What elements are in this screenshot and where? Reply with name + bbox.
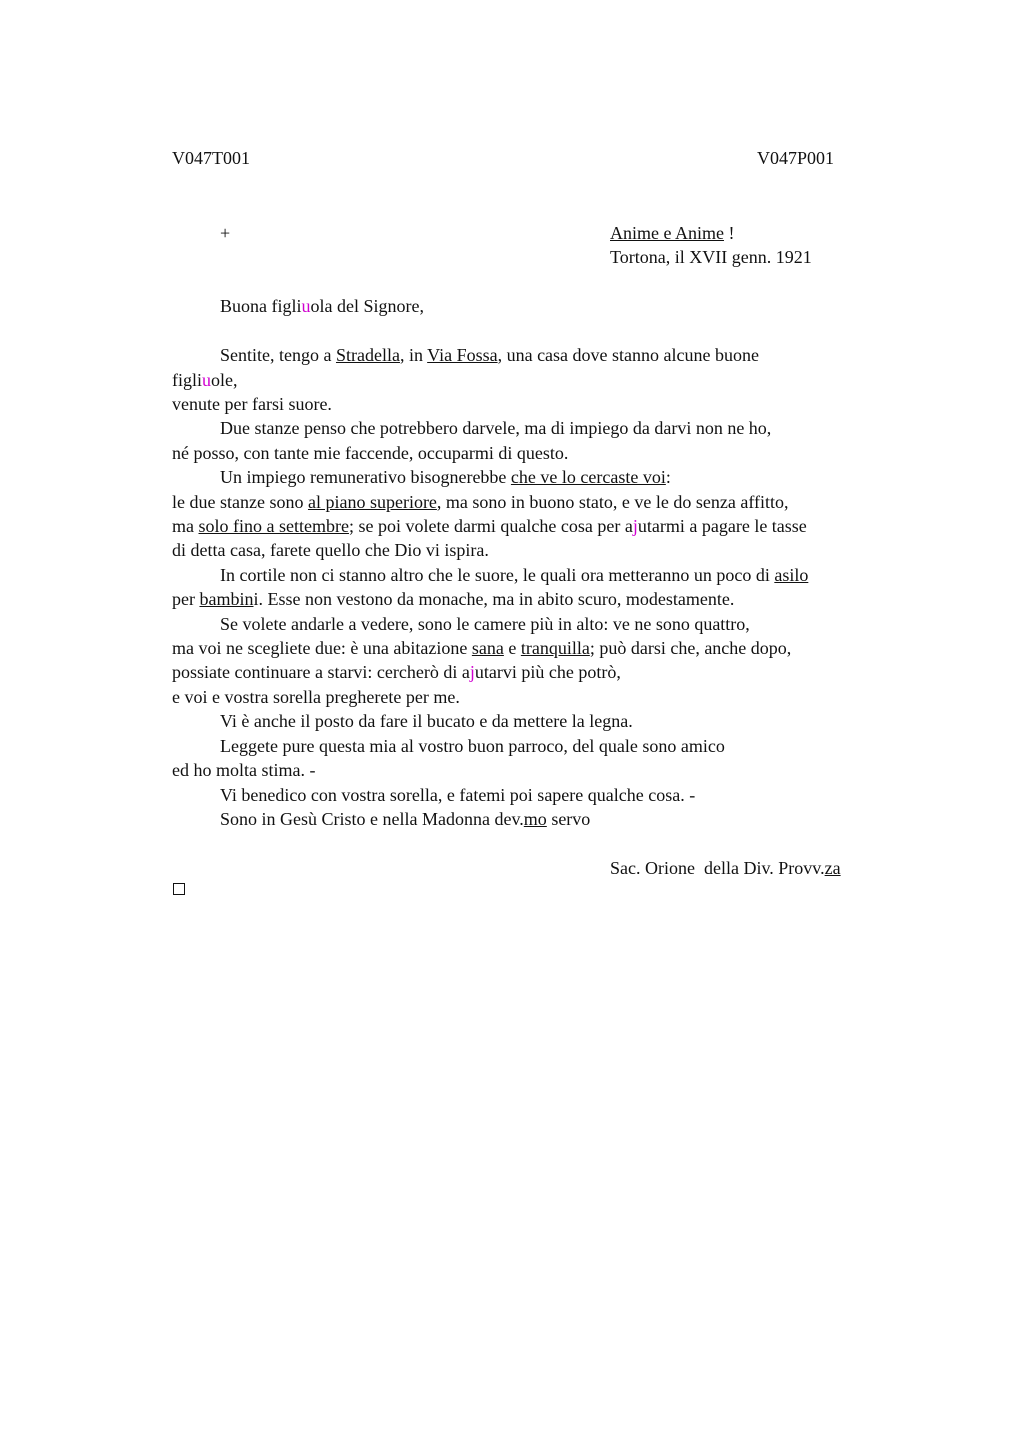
signature (610, 856, 841, 880)
body-line (172, 514, 807, 538)
text-run: Sono in Gesù Cristo e nella Madonna dev. (220, 809, 524, 829)
document-code-left: V047T001 (172, 148, 250, 168)
text-run: Sentite, tengo a (220, 345, 336, 365)
text-run: ola del Signore, (310, 296, 424, 316)
closing-line (220, 807, 590, 831)
underlined-text: sana (471, 638, 504, 658)
underlined-text: che ve lo cercaste voi (510, 467, 666, 487)
body-line (172, 636, 791, 660)
text-run: Buona figli (220, 296, 302, 316)
text-run: né posso, con tante mie faccende, occuparmi di questo. (172, 443, 569, 463)
text-run: i. Esse non vestono da monache, ma in abito scuro, modestamente. (253, 589, 735, 609)
text-run: possiate continuare a starvi: cercherò di a (172, 662, 470, 682)
motto (610, 221, 734, 245)
highlighted-letter: u (301, 296, 311, 316)
underlined-text: tranquilla (520, 638, 590, 658)
text-run: In cortile non ci stanno altro che le suore, le quali ora metteranno un poco di (220, 565, 775, 585)
text-run: Vi è anche il posto da fare il bucato e da mettere la legna. (220, 711, 633, 731)
body-line (172, 368, 238, 392)
motto-text: Anime e Anime (610, 223, 724, 243)
underlined-text: Via Fossa (427, 345, 498, 365)
underlined-text: Stradella (335, 345, 400, 365)
highlighted-letter: j (632, 516, 638, 536)
body-line (172, 490, 789, 514)
body-line (172, 685, 460, 709)
body-line (220, 734, 725, 758)
text-run: di detta casa, farete quello che Dio vi ispira. (172, 540, 489, 560)
text-run: ole, (211, 370, 238, 390)
text-run: Se volete andarle a vedere, sono le camere più in alto: ve ne sono quattro, (220, 614, 750, 634)
highlighted-letter: u (202, 370, 211, 390)
highlighted-letter: j (469, 662, 475, 682)
text-run: le due stanze sono (172, 492, 308, 512)
underlined-text: al piano superiore (307, 492, 437, 512)
text-run: Leggete pure questa mia al vostro buon parroco, del quale sono amico (220, 736, 725, 756)
underlined-text: bambin (199, 589, 254, 609)
body-line (220, 416, 771, 440)
text-run: per (172, 589, 200, 609)
text-run: ma (172, 516, 199, 536)
underlined-text: asilo (774, 565, 809, 585)
body-line (172, 660, 621, 684)
underlined-text: mo (523, 809, 547, 829)
body-line (172, 392, 332, 416)
body-line (172, 538, 489, 562)
text-run: , una casa dove stanno alcune buone (497, 345, 759, 365)
text-run: utarvi più che potrò, (474, 662, 621, 682)
body-line (172, 587, 734, 611)
body-line (220, 709, 633, 733)
text-run: ; se poi volete darmi qualche cosa per a (348, 516, 633, 536)
text-run: figli (172, 370, 202, 390)
salutation (220, 294, 424, 318)
text-run: servo (546, 809, 591, 829)
text-run: Un impiego remunerativo bisognerebbe (220, 467, 511, 487)
text-run: , ma sono in buono stato, e ve le do senza affitto, (436, 492, 789, 512)
text-run: venute per farsi suore. (172, 394, 332, 414)
body-line (172, 758, 315, 782)
motto-suffix: ! (723, 223, 735, 243)
body-line (220, 783, 695, 807)
text-run: ; può darsi che, anche dopo, (589, 638, 792, 658)
body-line (220, 465, 671, 489)
body-line (220, 563, 808, 587)
text-run: e voi e vostra sorella pregherete per me. (172, 687, 460, 707)
body-line (220, 612, 750, 636)
text-run: ed ho molta stima. - (172, 760, 316, 780)
checkbox-square-icon (173, 883, 185, 895)
cross-mark: + (220, 223, 231, 243)
text-run: e (503, 638, 521, 658)
underlined-text: solo fino a settembre (198, 516, 349, 536)
body-line (220, 343, 759, 367)
signature-suffix: za (824, 858, 841, 878)
document-code-right: V047P001 (757, 148, 835, 168)
place-date: Tortona, il XVII genn. 1921 (610, 247, 812, 267)
text-run: Vi benedico con vostra sorella, e fatemi poi sapere qualche cosa. - (220, 785, 696, 805)
text-run: , in (399, 345, 428, 365)
text-run: Due stanze penso che potrebbero darvele, ma di impiego da darvi non ne ho, (220, 418, 772, 438)
text-run: : (665, 467, 671, 487)
text-run: utarmi a pagare le tasse (637, 516, 807, 536)
text-run: ma voi ne scegliete due: è una abitazione (172, 638, 472, 658)
signature-text: Sac. Orione della Div. Provv. (610, 858, 825, 878)
body-line (172, 441, 568, 465)
